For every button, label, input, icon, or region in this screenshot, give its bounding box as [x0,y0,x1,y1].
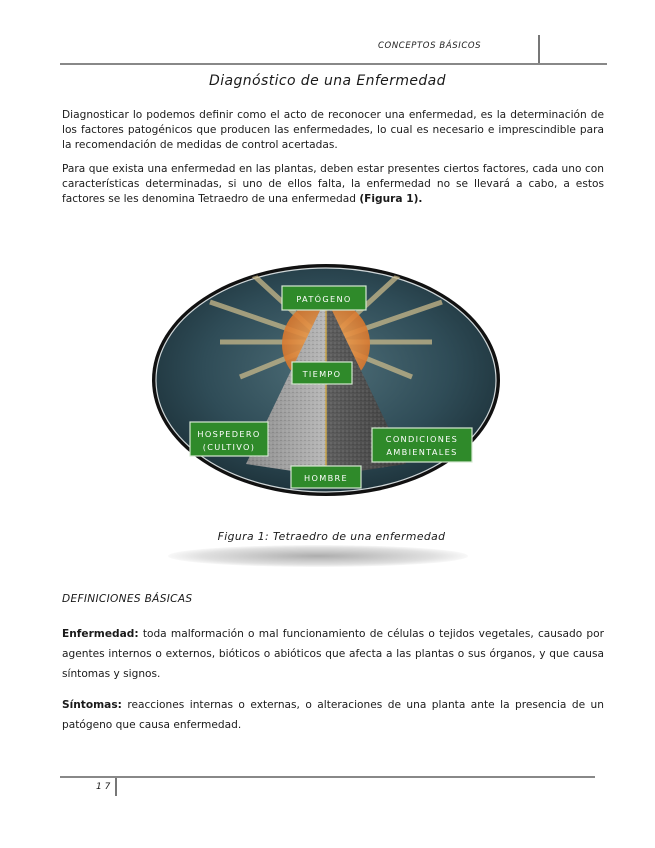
svg-text:TIEMPO: TIEMPO [302,369,342,379]
header-rule [60,63,607,65]
svg-text:(CULTIVO): (CULTIVO) [202,442,256,452]
paragraph-diagnostico [62,108,604,153]
svg-text:AMBIENTALES: AMBIENTALES [386,447,458,457]
svg-text:CONDICIONES: CONDICIONES [385,434,459,444]
label-tiempo [292,362,352,384]
label-hospedero [190,422,268,456]
page-title: Diagnóstico de una Enfermedad [209,73,446,89]
svg-text:HOSPEDERO: HOSPEDERO [197,429,261,439]
footer-rule [60,776,595,778]
definition-term: Enfermedad: [62,628,139,640]
tetrahedron-figure [150,262,502,498]
definition-sintomas [62,695,604,735]
definition-text: toda malformación o mal funcionamiento de células o tejidos vegetales, causado por agentes internos o externos, bióticos o abióticos que afecta a las plantas o sus órganos, y que causa síntomas y signos. [62,628,604,680]
svg-text:HOMBRE: HOMBRE [304,473,348,483]
definition-text: reacciones internas o externas, o alteraciones de una planta ante la presencia de un patógeno que causa enfermedad. [62,699,604,731]
header-divider [538,35,540,65]
label-hombre [291,466,361,488]
paragraph-text: Diagnosticar lo podemos definir como el acto de reconocer una enfermedad, es la determinación de los factores patogénicos que producen las enfermedades, lo cual es necesario e imprescindible para la recomendación de medidas de control acertadas. [62,109,604,151]
section-title-definiciones: DEFINICIONES BÁSICAS [62,593,193,605]
page-number: 1 7 [96,782,111,792]
figure-reference: (Figura 1). [359,193,423,205]
svg-text:PATÓGENO: PATÓGENO [296,294,352,304]
definition-term: Síntomas: [62,699,122,711]
label-patogeno [282,286,366,310]
figure-caption: Figura 1: Tetraedro de una enfermedad [217,530,446,543]
label-condiciones [372,428,472,462]
definition-enfermedad [62,624,604,684]
paragraph-text: Para que exista una enfermedad en las plantas, deben estar presentes ciertos factores, cada uno con características determinadas, si uno de ellos falta, la enfermedad no se llevará a cabo, a estos factores se les denomina Tetraedro de una enfermedad [62,163,604,205]
caption-shadow [168,545,468,567]
paragraph-tetraedro [62,162,604,207]
header-section-title: CONCEPTOS BÁSICOS [378,41,482,51]
footer-divider [115,778,117,796]
